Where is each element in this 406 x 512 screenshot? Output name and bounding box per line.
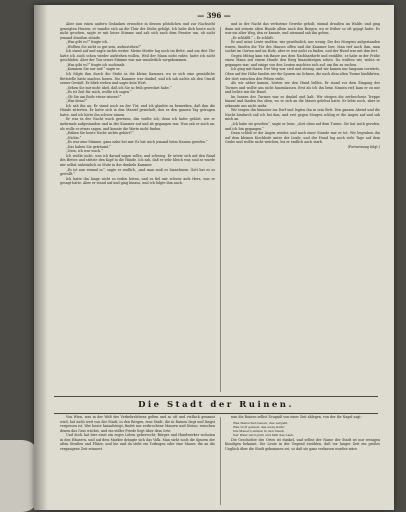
column-divider: [220, 27, 221, 392]
verse-block: [225, 421, 380, 438]
paragraph: Ich hatte ihn lange nicht so reden hören, und es fiel mir schwer aufs Herz, was er gesagt hatte. Aber er stand auf und ging hinaus, und ich folgte ihm nach.: [60, 176, 215, 186]
paragraph: Von Wien, was in der Welt des Verkehrslebens gelten und so oft und vielfach genannt wird, hat nicht weit von der Stadt, in den Bergen, eine Stadt, die in Ruinen liegt und längst vergessen ist. Wer heute hinaufsteigt, findet nur zerbrochene Mauern und Steine, zwischen denen das Gras wächst, und ein stiller Friede liegt über dem Orte.: [60, 415, 215, 433]
paragraph: „Kommen Sie nur mit!“ sagte er.: [66, 67, 121, 72]
left-column: [60, 22, 215, 392]
article-right-column: [225, 415, 380, 507]
paragraph: Ich wußte nicht, was ich darauf sagen sollte, und schwieg. Er setzte sich auf den Rand des Bettes und stützte den Kopf in die Hände. Ich sah, daß er sehr bleich war, und es wurde mir selbst unheimlich zu Mute in der dunkeln Kammer.: [60, 153, 215, 167]
paragraph: „Nein, ich war wach.“: [66, 149, 103, 154]
article-left-column: [60, 415, 215, 507]
verse-line: Die Mauern sinken in den Staub,: [233, 429, 285, 434]
paragraph: „Was denn?“: [66, 99, 88, 104]
paragraph: „Wollten Sie nicht so gut sein, aufzustehen?“: [66, 44, 142, 49]
paragraph: Als wir näher kamen, hörten wir den Hund bellen. Er stand vor dem Eingang des Turmes und wollte uns nicht hineinlassen. Erst als ich ihn beim Namen rief, kam er zu mir und leckte mir die Hand.: [225, 81, 380, 95]
paragraph: nun die Ruinen selbst Zeugniß von einer Zeit ablegen, von der ihr Nagel sagt:: [231, 415, 362, 419]
paragraph: „Nichts.“: [66, 135, 82, 140]
paragraph: Ich sah ihn an. Er stand noch an der Tür, und ich glaubte zu bemerken, daß ihm die Hände zitterten. Er hatte sich in den Mantel gewickelt, den er den ganzen Tag getragen hatte, und ich hörte ihn schwer atmen.: [60, 103, 215, 117]
paragraph: „Was gibt es?“ fragte ich.: [66, 40, 109, 45]
paragraph: „Es war eine Stimme, ganz nahe bei mir. Es hat mich jemand beim Namen gerufen.“: [66, 140, 208, 145]
paragraph: Er war in der Nacht wach gewesen, das wußte ich; denn ich hatte gehört, wie er mehrmals aufgestanden und in der Kammer auf und ab gegangen war. Nun sah er mich an, als wolle er etwas sagen, und konnte die Worte nicht finden.: [60, 117, 215, 131]
paragraph: und in der Nacht das verbotene Gewehr geholt, einmal draußen im Walde, und ging dann mit seinem alten Hunde allein nach den Bergen, wo er früher so oft gejagt hatte. Es war ein alter Weg, den er kannte, und niemand sah ihn gehen.: [225, 22, 380, 36]
paragraph: „Das haben Sie geträumt.“: [66, 144, 111, 149]
paragraph: Aber nun einen andern Gedanken erwachte in dessen plötzlichen und zur Nachsicht geneigten Herzen; er wandte sich an die Thür der Stube gefolgt. Ich habe dich heute noch nicht gesehen, sagte er mit leiser Stimme und sah sich nach dem Fenster um, ob nicht jemand draußen stünde.: [60, 22, 215, 40]
book-page: [34, 5, 394, 510]
paragraph: „Sehen Sie mir nicht übel, daß ich Sie so früh gewecket habe.“: [66, 85, 172, 90]
paragraph: „Ob Sie am Ende etwas wissen?“: [66, 94, 122, 99]
paragraph: Gegen Mittag kam ein Bauer aus dem Nachbardorfe und erzählte, er habe in der Frühe einen Mann mit einem Hunde den Berg hinaufsteigen sehen. Da wußten wir, wohin er gegangen war, und einige von den Leuten machten sich auf, um ihn zu suchen.: [225, 53, 380, 67]
paragraph: „Haben Sie heute Nacht nichts gehört?“: [66, 131, 134, 136]
paragraph: Und doch hat hier einst ein reges Leben geherrscht; Bürger und Handwerker wohnten in den Häusern, und auf dem Markte drängte sich das Volk. Man sieht noch die Spuren der alten Straßen und Plätze, und hie und da steht ein Torbogen oder eine Mauer, die an die vergangene Zeit erinnert.: [60, 433, 215, 451]
page-number: — 396 —: [197, 11, 231, 20]
paragraph: „Ich habe sie gesehen“, sagte er leise, „dort oben auf dem Turme. Sie hat mich gerufen, und ich bin gegangen.“: [225, 122, 380, 131]
paragraph: „Es ist nun einmal so“, sagte er endlich, „und man muß es hinnehmen. Gott hat es so gewollt.“: [60, 167, 215, 177]
paragraph: Ich ging mit ihnen. Der Weg war steil und steinig, und wir kamen nur langsam vorwärts. Oben auf der Höhe fanden wir die Spuren im Schnee, die nach dem alten Turme hinführten, der dort zwischen den Felsen steht.: [225, 67, 380, 81]
paragraph: Ich folgte ihm durch die Stube in die kleine Kammer, wo er sich eine gemütliche Bettstelle hatte machen lassen. Die Kammer war dunkel, und ich sah nichts als den Umriß seiner Gestalt. Er blieb stehen und sagte kein Wort.: [60, 72, 215, 86]
column-divider: [220, 417, 221, 505]
paragraph: „Was gibt es?“ fragte ich nochmals.: [66, 62, 126, 67]
paragraph: Dann schloß er die Augen wieder, und nach einer Stunde war er tot. Wir begruben ihn auf dem kleinen Kirchhofe unter der Linde, und der Hund lag noch viele Tage auf dem Grabe und wollte nicht weichen, bis er endlich auch starb.: [225, 131, 380, 145]
verse-line: Was Gott gebaut, das ewig steht;: [233, 424, 285, 429]
verse-line: Was Menschen bauen, das vergeht,: [233, 420, 289, 425]
paragraph: Ich stand auf und sagte nichts weiter. Meine Mutter lag noch im Bette, und um drei Uhr hatte ich auch schon wieder aufstehen wollen. Weil der Mann nicht ruhte, hatte ich nicht geschlafen. Aber der Ton seiner Stimme war mir wunderlich vorgekommen.: [60, 49, 215, 63]
paragraph: Die Geschichte des Ortes ist dunkel, und selbst der Name der Stadt ist nur wenigen Kundigen bekannt. Die Leute in der Gegend erzählen, daß vor langer Zeit ein großes Unglück über die Stadt gekommen sei, so daß sie ganz verlassen worden wäre.: [225, 437, 380, 451]
paragraph: „Es ist Zeit für mich, wollte ich sagen.“: [66, 90, 132, 95]
right-column: [225, 22, 380, 392]
continuation-note: (Fortsetzung folgt.): [347, 144, 380, 149]
verse-line: Der Wald wird grün und fällt das Laub.: [233, 433, 295, 438]
paragraph: „Er schläfft.“ – Er schläft.: [231, 35, 274, 40]
paragraph: Er und seine Leute wußten, wie gewöhnlich, nur wenig. Die des Morgens aufgestanden waren, fanden die Tür des Hauses offen und die Kammer leer. Man rief nach ihm, man suchte im Garten und im Hofe, aber er war nicht zu finden, und der Hund war mit ihm fort.: [225, 40, 380, 54]
paragraph: Im Innern des Turmes war es dunkel und kalt. Wir stiegen die zerbrochene Treppe hinauf und fanden ihn oben, wo er sich an die Mauer gelehnt hatte. Er lebte noch, aber er erkannte uns nicht mehr.: [225, 94, 380, 108]
article-title: Die Stadt der Ruinen.: [54, 396, 378, 414]
paragraph: Wir trugen ihn hinunter ins Dorf und legten ihn in sein Bett. Den ganzen Abend und die Nacht hindurch saß ich bei ihm, und erst gegen Morgen schlug er die Augen auf und sah mich an.: [225, 108, 380, 122]
